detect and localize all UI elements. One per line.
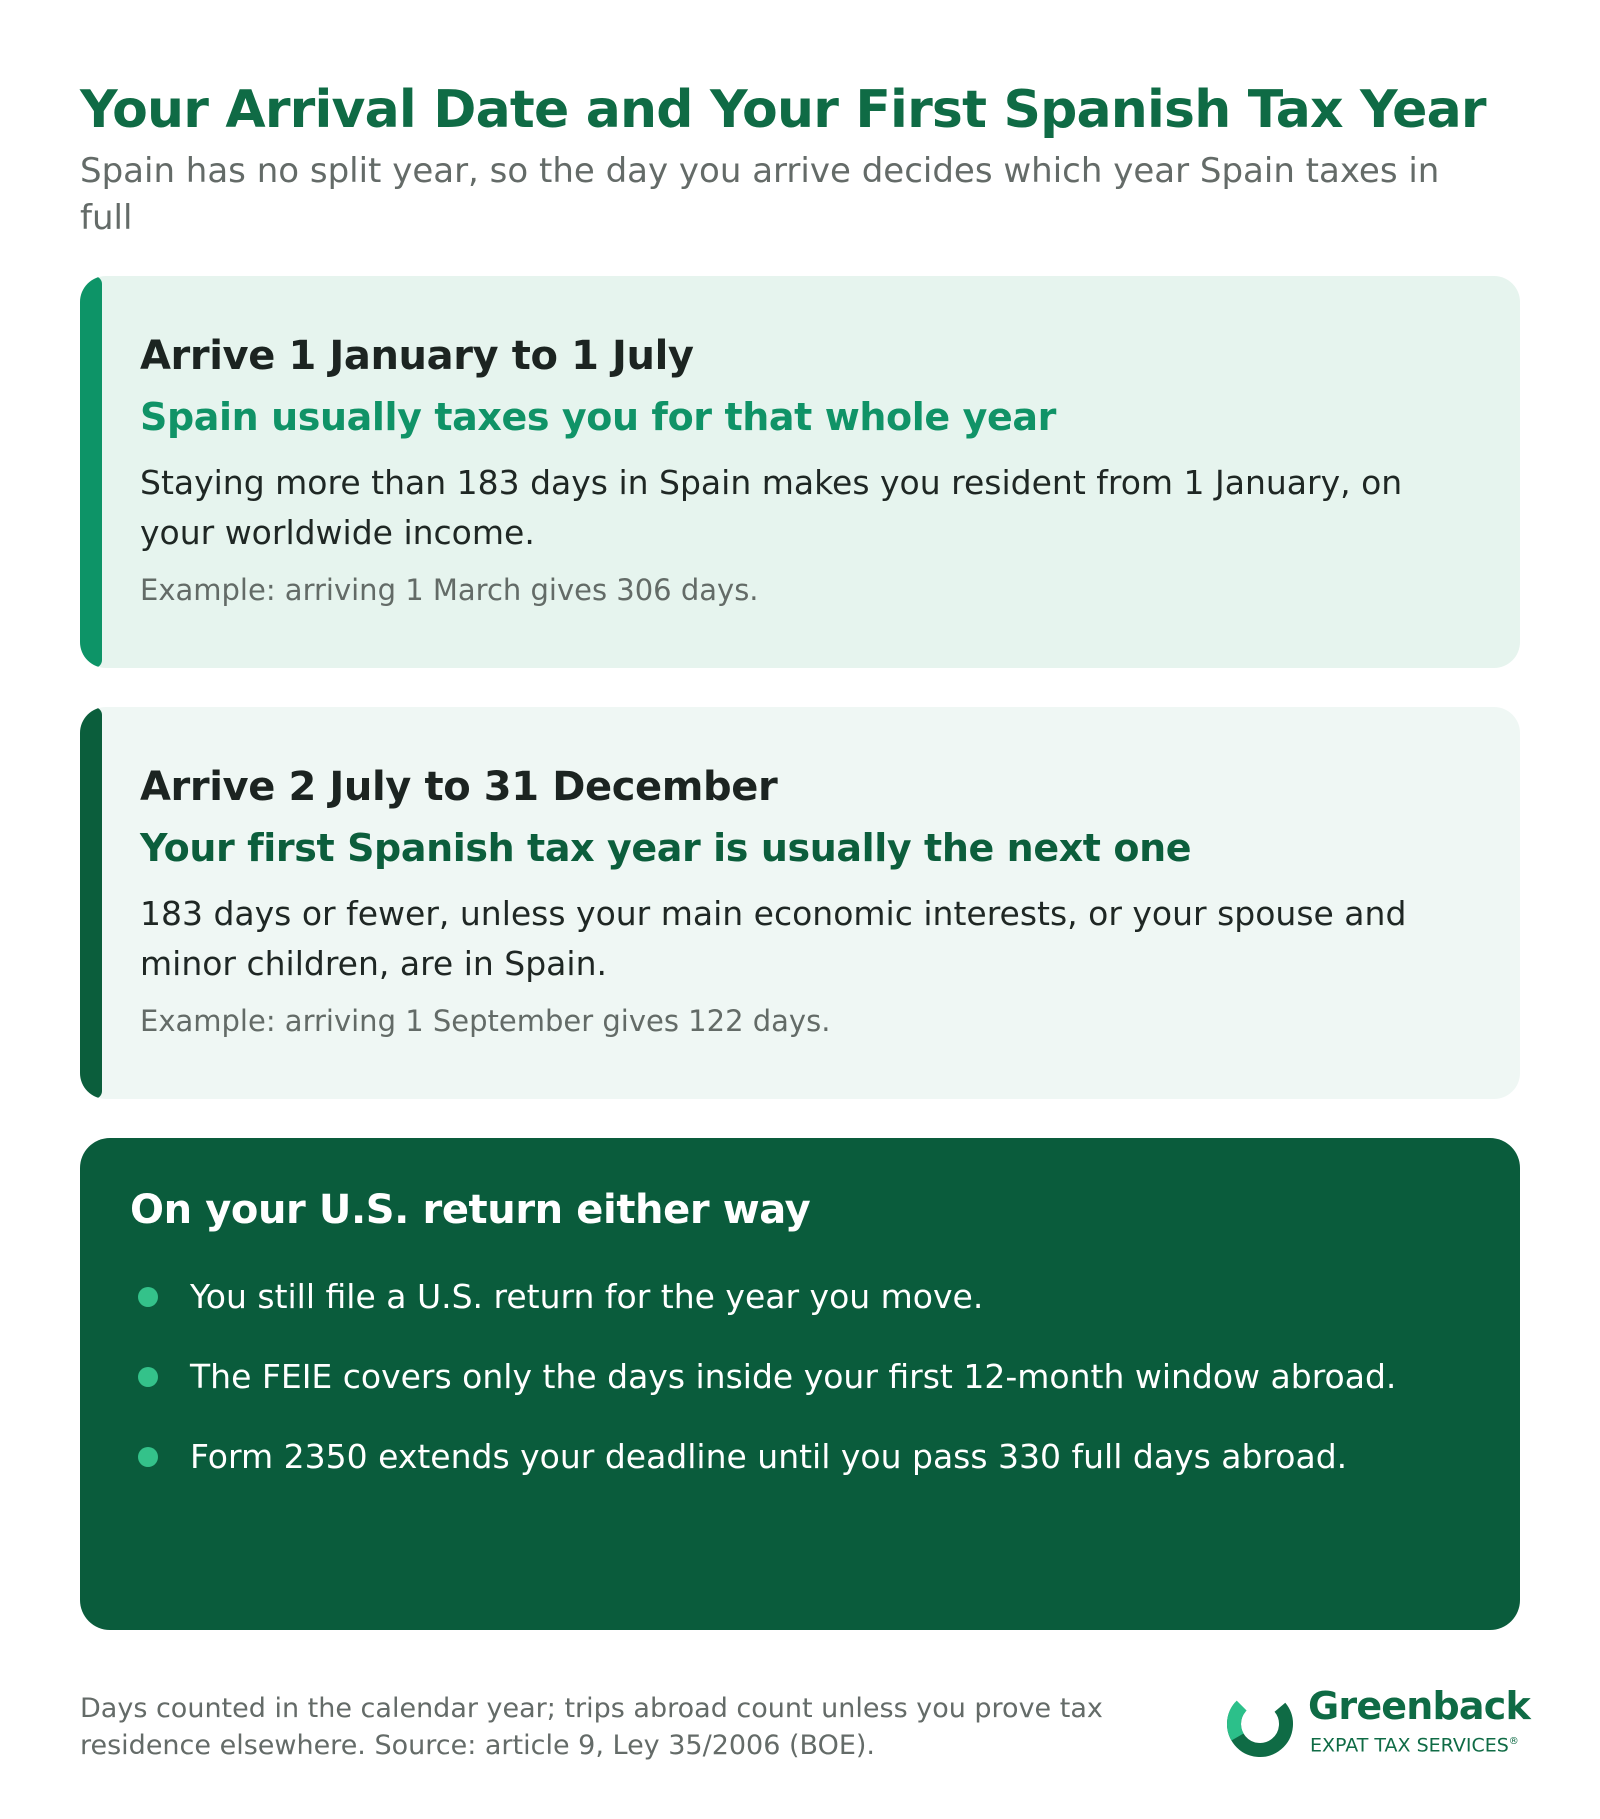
card-body: Staying more than 183 days in Spain makes you resident from 1 January, on your worldwide income. (140, 463, 1403, 552)
card-arrive-late (80, 707, 1520, 1099)
footnote: Days counted in the calendar year; trips abroad count unless you prove tax residence elsewhere. Source: article 9, Ley 35/2006 (BOE). (80, 1693, 1103, 1761)
bullet-dot-icon (138, 1367, 158, 1387)
accent-bar (80, 276, 102, 668)
us-return-heading: On your U.S. return either way (130, 1187, 811, 1233)
list-item (136, 1432, 1476, 1482)
registered-mark: ® (1508, 1736, 1519, 1747)
greenback-logo (1224, 1684, 1530, 1764)
list-item (136, 1272, 1476, 1322)
logo-wordmark: Greenback (1308, 1684, 1530, 1728)
card-heading: Arrive 2 July to 31 December (140, 764, 778, 810)
list-item-text: You still file a U.S. return for the year you move. (190, 1277, 984, 1316)
list-item-text: The FEIE covers only the days inside your first 12-month window abroad. (190, 1357, 1397, 1396)
card-body: 183 days or fewer, unless your main economic interests, or your spouse and minor children, are in Spain. (140, 894, 1407, 983)
logo-tagline (1310, 1730, 1519, 1757)
card-heading: Arrive 1 January to 1 July (140, 333, 694, 379)
list-item-text: Form 2350 extends your deadline until you pass 330 full days abroad. (190, 1437, 1348, 1476)
page-title: Your Arrival Date and Your First Spanish Tax Year (80, 80, 1486, 140)
card-example: Example: arriving 1 September gives 122 days. (140, 1004, 831, 1038)
page-subtitle: Spain has no split year, so the day you arrive decides which year Spain taxes in full (80, 151, 1440, 238)
us-return-list (136, 1272, 1476, 1512)
card-subheading: Spain usually taxes you for that whole year (140, 395, 1056, 439)
bullet-dot-icon (138, 1447, 158, 1467)
accent-bar (80, 707, 102, 1099)
card-arrive-early (80, 276, 1520, 668)
list-item (136, 1352, 1476, 1402)
us-return-panel (80, 1138, 1520, 1630)
bullet-dot-icon (138, 1287, 158, 1307)
card-example: Example: arriving 1 March gives 306 days. (140, 573, 759, 607)
logo-tagline-text: EXPAT TAX SERVICES (1310, 1734, 1509, 1757)
greenback-ring-icon (1224, 1688, 1296, 1760)
card-subheading: Your first Spanish tax year is usually the next one (140, 826, 1192, 870)
